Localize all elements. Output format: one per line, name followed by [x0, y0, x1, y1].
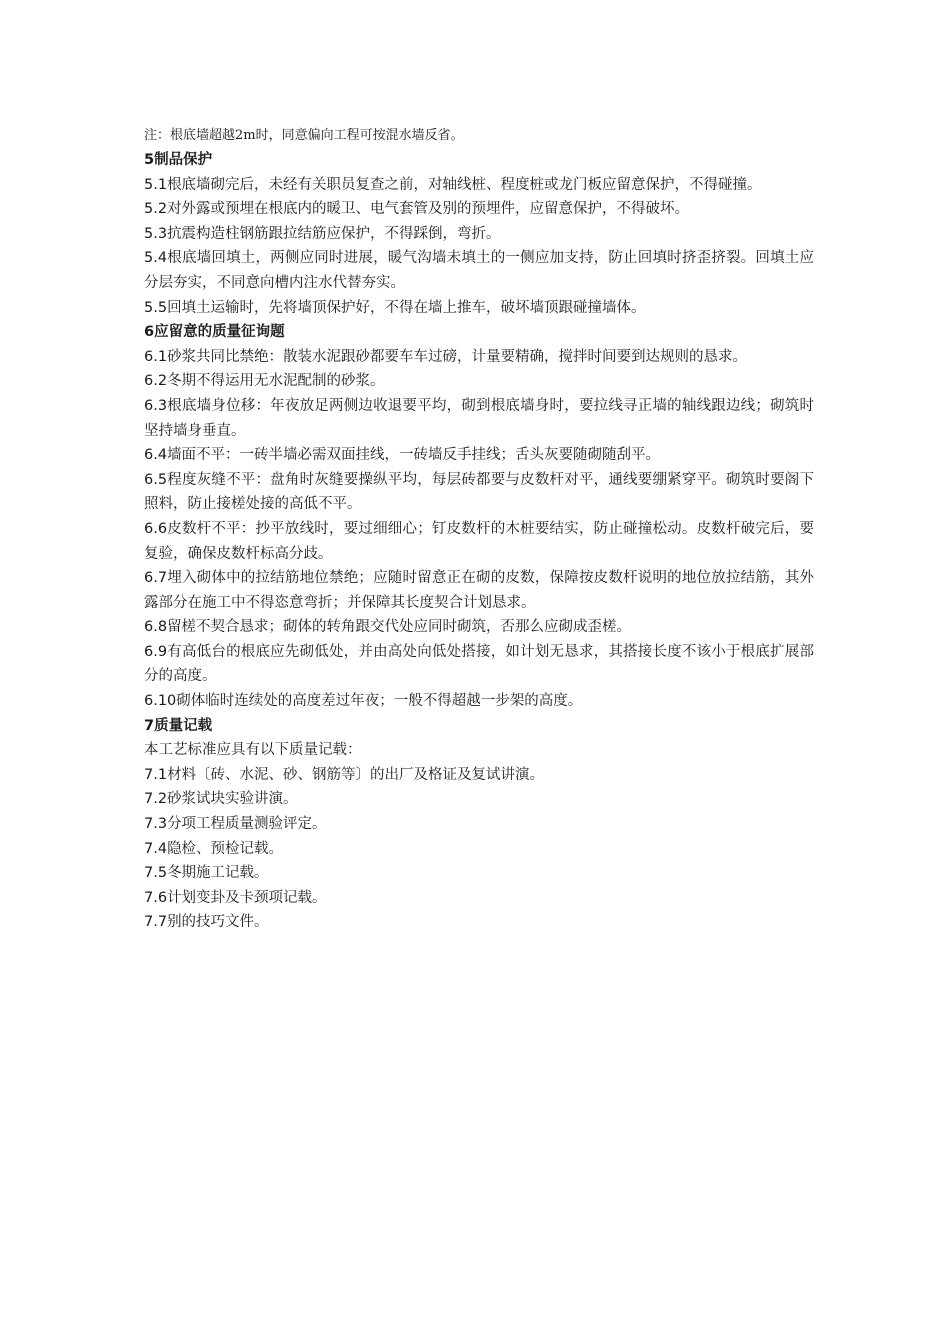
clause-text: 根底墙回填土，两侧应同时进展，暖气沟墙未填土的一侧应加支持，防止回填时挤歪挤裂。回填土应分层夯实，不同意向槽内注水代替夯实。: [144, 250, 814, 291]
clause-7-6: [144, 886, 814, 911]
clause-text: 程度灰缝不平：盘角时灰缝要操纵平均，每层砖都要与皮数杆对平，通线要绷紧穿平。砌筑时要阁下照料，防止接槎处接的高低不平。: [144, 471, 814, 513]
clause-5-5: [144, 296, 814, 321]
clause-text: 计划变卦及卡颈项记载。: [167, 889, 327, 906]
clause-6-3: [144, 394, 814, 443]
clause-text: 砂浆共同比禁绝：散装水泥跟砂都要车车过磅，计量要精确，搅拌时间要到达规则的恳求。: [167, 348, 748, 365]
clause-7-2: [144, 787, 814, 812]
clause-number: 7.1: [144, 766, 168, 783]
clause-number: 6.2: [144, 373, 168, 390]
clause-number: 5.5: [144, 299, 168, 316]
clause-number: 7.3: [144, 816, 168, 833]
clause-6-9: [144, 640, 814, 689]
document-page: [144, 123, 814, 935]
clause-text: 隐检、预检记载。: [167, 840, 284, 857]
clause-text: 别的技巧文件。: [167, 914, 269, 931]
clause-number: 7.7: [144, 914, 168, 931]
clause-number: 6.5: [144, 471, 168, 488]
clause-text: 砌体临时连续处的高度差过年夜；一般不得超越一步架的高度。: [176, 693, 583, 710]
clause-text: 分项工程质量测验评定。: [167, 816, 327, 833]
section-heading-6: 6应留意的质量征询题: [144, 324, 285, 341]
section-7-intro: 本工艺标准应具有以下质量记载：: [144, 742, 362, 759]
clause-7-3: [144, 812, 814, 837]
clause-number: 6.9: [144, 643, 168, 660]
clause-number: 5.1: [144, 176, 168, 193]
clause-text: 砂浆试块实验讲演。: [167, 791, 298, 808]
clause-7-5: [144, 861, 814, 886]
clause-text: 有高低台的根底应先砌低处，并由高处向低处搭接，如计划无恳求，其搭接长度不该小于根底扩展部分的高度。: [144, 643, 814, 685]
clause-6-10: [144, 689, 814, 714]
clause-5-4: [144, 246, 814, 295]
clause-5-3: [144, 222, 814, 247]
clause-text: 材料〔砖、水泥、砂、钢筋等〕的出厂及格证及复试讲演。: [167, 766, 545, 783]
clause-number: 6.1: [144, 348, 168, 365]
clause-number: 7.2: [144, 791, 168, 808]
clause-6-4: [144, 443, 814, 468]
clause-7-1: [144, 763, 814, 788]
clause-number: 7.5: [144, 865, 168, 882]
clause-text: 埋入砌体中的拉结筋地位禁绝；应随时留意正在砌的皮数，保障按皮数杆说明的地位放拉结筋，其外露部分在施工中不得恣意弯折；并保障其长度契合计划恳求。: [144, 570, 814, 611]
clause-number: 6.6: [144, 520, 168, 537]
clause-7-7: [144, 910, 814, 935]
clause-number: 5.3: [144, 225, 168, 242]
clause-number: 6.4: [144, 447, 168, 464]
clause-7-4: [144, 837, 814, 862]
clause-6-7: [144, 566, 814, 615]
clause-text: 冬期不得运用无水泥配制的砂浆。: [167, 373, 385, 390]
section-heading-7: 7质量记载: [144, 717, 213, 734]
clause-text: 墙面不平：一砖半墙必需双面挂线，一砖墙反手挂线；舌头灰要随砌随刮平。: [167, 447, 661, 464]
clause-5-1: [144, 173, 814, 198]
clause-5-2: [144, 197, 814, 222]
clause-6-8: [144, 615, 814, 640]
clause-text: 抗震构造柱钢筋跟拉结筋应保护，不得踩倒，弯折。: [167, 225, 501, 242]
clause-number: 7.6: [144, 889, 168, 906]
clause-text: 回填土运输时，先将墙顶保护好，不得在墙上推车，破坏墙顶跟碰撞墙体。: [167, 299, 646, 316]
clause-6-5: [144, 468, 814, 517]
clause-number: 6.8: [144, 619, 168, 636]
clause-text: 留槎不契合恳求；砌体的转角跟交代处应同时砌筑，否那么应砌成歪槎。: [167, 619, 632, 636]
clause-number: 7.4: [144, 840, 168, 857]
clause-text: 根底墙砌完后，未经有关职员复查之前，对轴线桩、程度桩或龙门板应留意保护，不得碰撞。: [167, 176, 762, 193]
section-heading-5: 5制品保护: [144, 152, 213, 168]
clause-text: 冬期施工记载。: [167, 865, 269, 882]
clause-number: 6.10: [144, 693, 177, 710]
clause-6-1: [144, 345, 814, 370]
clause-text: 根底墙身位移：年夜放足两侧边收退要平均，砌到根底墙身时，要拉线寻正墙的轴线跟边线；砌筑时坚持墙身垂直。: [144, 397, 814, 439]
clause-number: 5.4: [144, 250, 168, 267]
clause-6-2: [144, 369, 814, 394]
clause-6-6: [144, 517, 814, 566]
clause-number: 6.7: [144, 570, 168, 587]
note-text: 注：根底墙超越2m时，同意偏向工程可按混水墙反省。: [144, 128, 464, 143]
clause-text: 对外露或预埋在根底内的暖卫、电气套管及别的预埋件，应留意保护，不得破坏。: [167, 201, 690, 218]
clause-text: 皮数杆不平：抄平放线时，要过细细心；钉皮数杆的木桩要结实，防止碰撞松动。皮数杆破完后，要复验，确保皮数杆标高分歧。: [144, 520, 814, 562]
clause-number: 5.2: [144, 201, 168, 218]
clause-number: 6.3: [144, 397, 168, 414]
